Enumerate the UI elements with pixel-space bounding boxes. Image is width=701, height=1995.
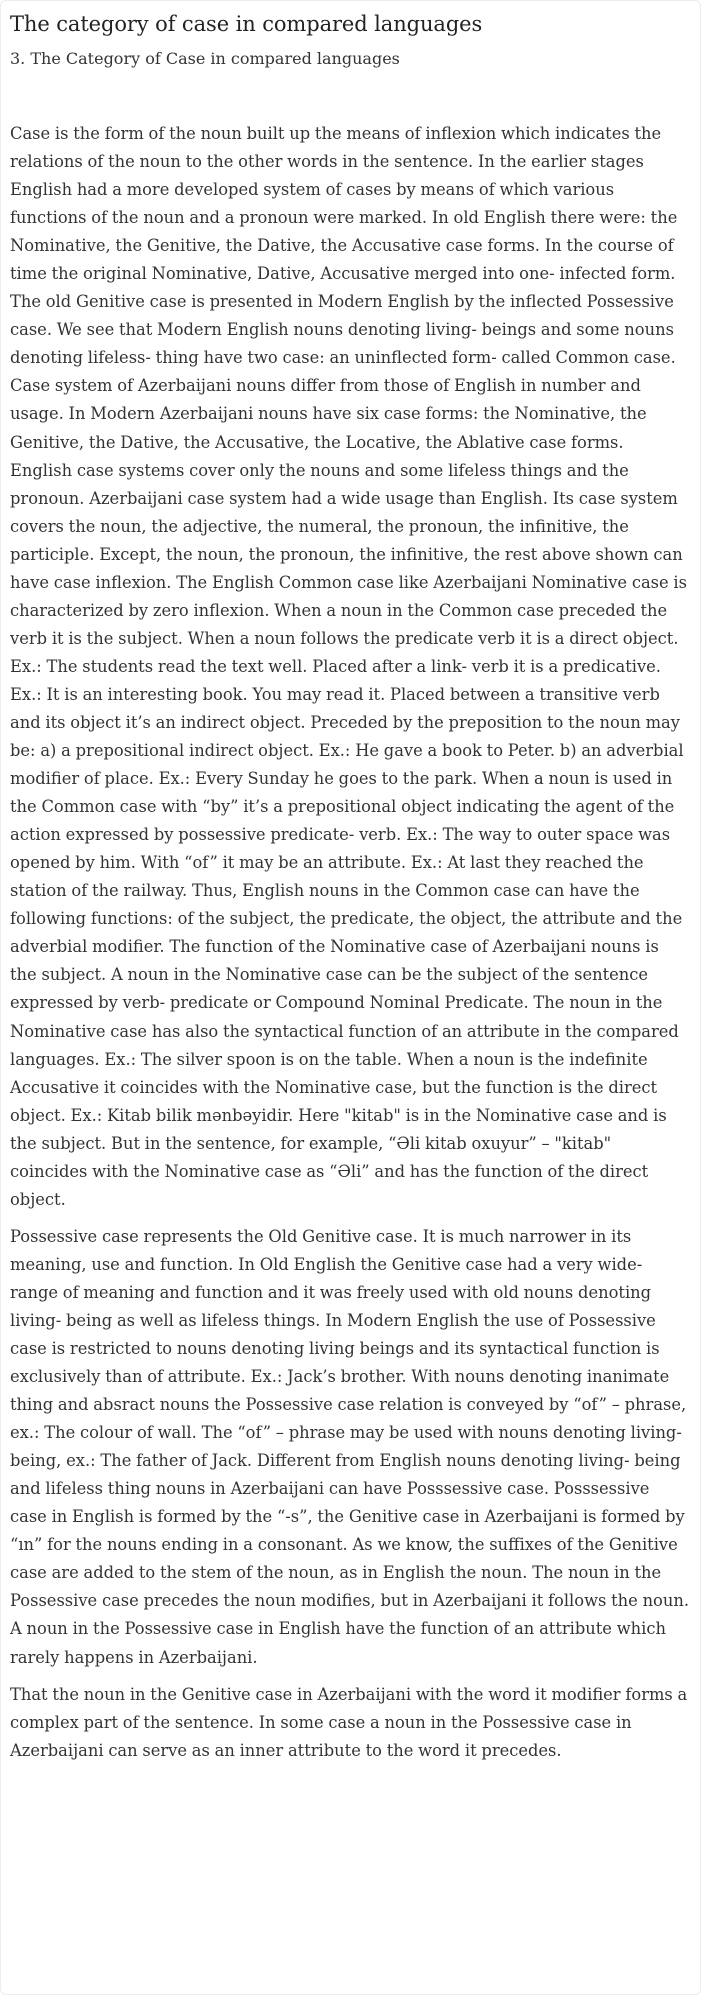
- article-title: The category of case in compared languages: [10, 12, 483, 36]
- article-subtitle: 3. The Category of Case in compared languages: [10, 49, 400, 68]
- paragraph-genitive-case: That the noun in the Genitive case in Azerbaijani with the word it modifier forms a complex part of the sentence. In some case a noun in the Possessive case in Azerbaijani can serve as an inner attribute to the word it precedes.: [10, 1684, 688, 1760]
- paragraph-nominative-case: Case is the form of the noun built up the means of inflexion which indicates the relations of the noun to the other words in the sentence. In the earlier stages English had a more developed system of cases by means of which various functions of the noun and a pronoun were marked. In old English there were: the Nominative, the Genitive, the Dative, the Accusative case forms. In the course of time the original Nominative, Dative, Accusative merged into one- infected form. The old Genitive case is presented in Modern English by the inflected Possessive case. We see that Modern English nouns denoting living- beings and some nouns denoting lifeless- thing have two case: an uninflected form- called Common case. Case system of Azerbaijani nouns differ from those of English in number and usage. In Modern Azerbaijani nouns have six case forms: the Nominative, the Genitive, the Dative, the Accusative, the Locative, the Ablative case forms. English case systems cover only the nouns and some lifeless things and the pronoun. Azerbaijani case system had a wide usage than English. Its case system covers the noun, the adjective, the numeral, the pronoun, the infinitive, the participle. Except, the noun, the pronoun, the infinitive, the rest above shown can have case inflexion. The English Common case like Azerbaijani Nominative case is characterized by zero inflexion. When a noun in the Common case preceded the verb it is the subject. When a noun follows the predicate verb it is a direct object. Ex.: The students read the text well. Placed after a link- verb it is a predicative. Ex.: It is an interesting book. You may read it. Placed between a transitive verb and its object it’s an indirect object. Preceded by the preposition to the noun may be: a) a prepositional indirect object. Ex.: He gave a book to Peter. b) an adverbial modifier of place. Ex.: Every Sunday he goes to the park. When a noun is used in the Common case with “by” it’s a prepositional object indicating the agent of the action expressed by possessive predicate- verb. Ex.: The way to outer space was opened by him. With “of” it may be an attribute. Ex.: At last they reached the station of the railway. Thus, English nouns in the Common case can have the following functions: of the subject, the predicate, the object, the attribute and the adverbial modifier. The function of the Nominative case of Azerbaijani nouns is the subject. A noun in the Nominative case can be the subject of the sentence expressed by verb- predicate or Compound Nominal Predicate. The noun in the Nominative case has also the syntactical function of an attribute in the compared languages. Ex.: The silver spoon is on the table. When a noun is the indefinite Accusative it coincides with the Nominative case, but the function is the direct object. Ex.: Kitab bilik mənbəyidir. Here "kitab" is in the Nominative case and is the subject. But in the sentence, for example, “Əli kitab oxuyur” – "kitab" coincides with the Nominative case as “Əli” and has the function of the direct object.: [10, 124, 687, 1209]
- article-content: [10, 11, 690, 1774]
- paragraph-possessive-case: Possessive case represents the Old Genitive case. It is much narrower in its meaning, use and function. In Old English the Genitive case had a very wide- range of meaning and function and it was freely used with old nouns denoting living- being as well as lifeless things. In Modern English the use of Possessive case is restricted to nouns denoting living beings and its syntactical function is exclusively than of attribute. Ex.: Jack’s brother. With nouns denoting inanimate thing and absract nouns the Possessive case relation is conveyed by “of” – phrase, ex.: The colour of wall. The “of” – phrase may be used with nouns denoting living- being, ex.: The father of Jack. Different from English nouns denoting living- being and lifeless thing nouns in Azerbaijani can have Posssessive case. Posssessive case in English is formed by the “-s”, the Genitive case in Azerbaijani is formed by “ın” for the nouns ending in a consonant. As we know, the suffixes of the Genitive case are added to the stem of the noun, as in English the noun. The noun in the Possessive case precedes the noun modifies, but in Azerbaijani it follows the noun. A noun in the Possessive case in English have the function of an attribute which rarely happens in Azerbaijani.: [10, 1226, 690, 1667]
